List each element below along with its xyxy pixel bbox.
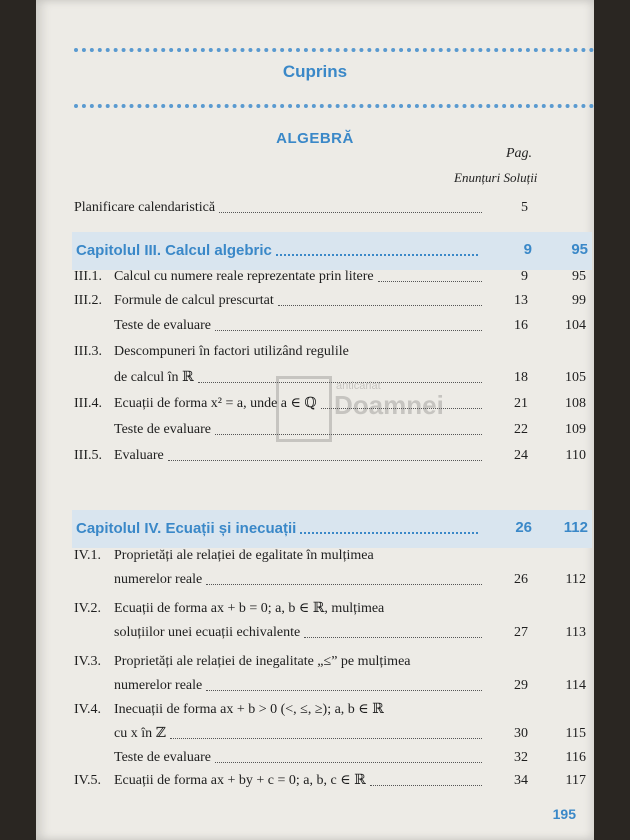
toc-row [74, 546, 586, 566]
toc-row [74, 316, 586, 336]
toc-row-text: Proprietăți ale relației de inegalitate „≤” pe mulțimea [114, 654, 411, 669]
toc-row [74, 342, 586, 362]
toc-row [74, 570, 586, 590]
toc-row-page-solution: 95 [572, 269, 586, 284]
toc-row [74, 291, 586, 311]
dotted-rule-top [74, 48, 594, 52]
chapter-heading-4: Capitolul IV. Ecuații și inecuații 26 112 [72, 510, 592, 548]
toc-row-text: Ecuații de forma x² = a, unde a ∈ ℚ [114, 396, 317, 411]
toc-row-text: cu x în ℤ [114, 726, 166, 741]
toc-row-number: IV.5. [74, 773, 101, 788]
toc-row [74, 771, 586, 791]
toc-row-page-solution: 99 [572, 293, 586, 308]
chapter-heading-3: Capitolul III. Calcul algebric 9 95 [72, 232, 592, 270]
toc-row [74, 420, 586, 440]
book-page [36, 0, 594, 840]
toc-row-page-solution: 112 [565, 572, 586, 587]
toc-row-page-solution: 104 [565, 318, 586, 333]
toc-row-page-statement: 26 [514, 572, 528, 587]
toc-row-text: Teste de evaluare [114, 318, 211, 333]
toc-row [74, 700, 586, 720]
toc-row-page-statement: 9 [521, 269, 528, 284]
toc-row-number: IV.4. [74, 702, 101, 717]
toc-row-text: Calcul cu numere reale reprezentate prin litere [114, 269, 374, 284]
page-title: Cuprins [282, 62, 348, 81]
column-header-pag: Pag. [506, 146, 533, 161]
toc-row [74, 368, 586, 388]
toc-row-number: III.5. [74, 448, 102, 463]
toc-row-text: Ecuații de forma ax + by + c = 0; a, b, c ∈ ℝ [114, 773, 366, 788]
toc-row-page-solution: 109 [565, 422, 586, 437]
toc-row [74, 748, 586, 768]
toc-row-intro: Planificare calendaristică 5 [74, 200, 528, 215]
toc-row-text: de calcul în ℝ [114, 370, 194, 385]
toc-row-page-statement: 21 [514, 396, 528, 411]
toc-row-text: Teste de evaluare [114, 422, 211, 437]
toc-row-page-statement: 16 [514, 318, 528, 333]
toc-row-page-solution: 117 [565, 773, 586, 788]
toc-row-page-statement: 27 [514, 625, 528, 640]
toc-row-page-statement: 34 [514, 773, 528, 788]
toc-row [74, 394, 586, 414]
toc-row-number: IV.2. [74, 601, 101, 616]
toc-row-text: soluțiilor unei ecuații echivalente [114, 625, 301, 640]
toc-row-number: III.2. [74, 293, 102, 308]
watermark: anticariat Doamnei [276, 380, 446, 450]
toc-row-page-statement: 18 [514, 370, 528, 385]
toc-row-text: Formule de calcul prescurtat [114, 293, 274, 308]
toc-row-page-solution: 108 [565, 396, 586, 411]
toc-row [74, 446, 586, 466]
toc-row-text: Teste de evaluare [114, 750, 211, 765]
toc-row-page-statement: 30 [514, 726, 528, 741]
toc-row [74, 724, 586, 744]
toc-row-page-statement: 22 [514, 422, 528, 437]
toc-row-page-solution: 116 [565, 750, 586, 765]
toc-row-page-statement: 24 [514, 448, 528, 463]
toc-row-page-statement: 13 [514, 293, 528, 308]
toc-row-number: IV.3. [74, 654, 101, 669]
toc-row-page-solution: 114 [565, 678, 586, 693]
toc-row-page-statement: 32 [514, 750, 528, 765]
toc-row-number: IV.1. [74, 548, 101, 563]
toc-row-text: numerelor reale [114, 572, 203, 587]
toc-row-number: III.4. [74, 396, 102, 411]
toc-row-text: Proprietăți ale relației de egalitate în mulțimea [114, 548, 374, 563]
toc-row [74, 652, 586, 672]
dotted-rule-bottom [74, 104, 594, 108]
toc-row-page-solution: 115 [565, 726, 586, 741]
page-number: 195 [552, 806, 576, 822]
toc-row-text: Inecuații de forma ax + b > 0 (<, ≤, ≥); a, b ∈ ℝ [114, 702, 384, 717]
section-heading: ALGEBRĂ [276, 130, 354, 147]
column-header-sub: Enunțuri Soluții [454, 170, 538, 185]
toc-row [74, 267, 586, 287]
toc-row-page-statement: 29 [514, 678, 528, 693]
toc-row [74, 676, 586, 696]
toc-row [74, 599, 586, 619]
toc-row-page-solution: 113 [565, 625, 586, 640]
toc-row-number: III.1. [74, 269, 102, 284]
toc-row-page-solution: 110 [565, 448, 586, 463]
toc-row-number: III.3. [74, 344, 102, 359]
toc-row-text: Descompuneri în factori utilizând regulile [114, 344, 349, 359]
toc-row-text: Ecuații de forma ax + b = 0; a, b ∈ ℝ, mulțimea [114, 601, 385, 616]
toc-row-page-solution: 105 [565, 370, 586, 385]
toc-row [74, 623, 586, 643]
toc-row-text: numerelor reale [114, 678, 203, 693]
toc-row-text: Evaluare [114, 448, 164, 463]
